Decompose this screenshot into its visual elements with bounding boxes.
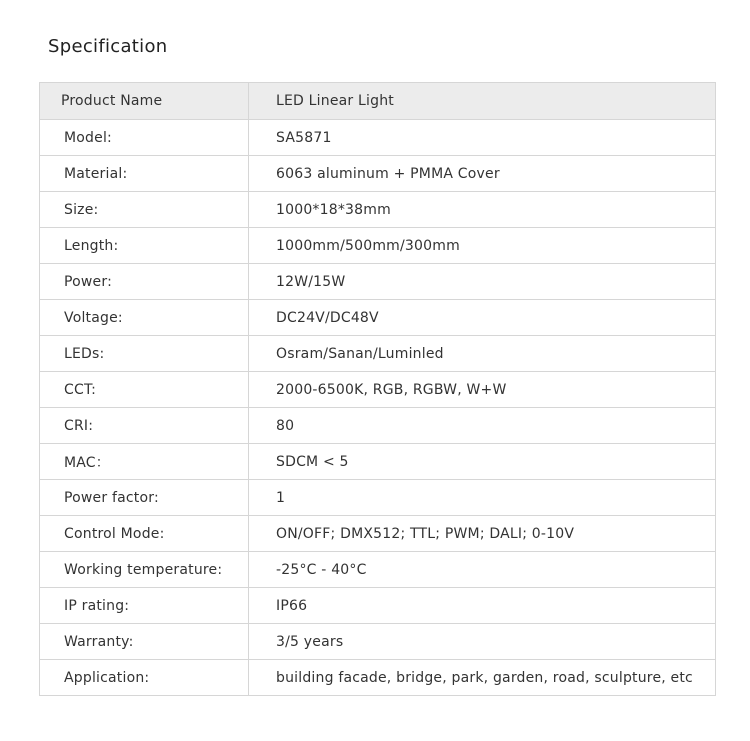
row-value: 1 [249,480,716,516]
table-row [40,624,716,660]
row-value: IP66 [249,588,716,624]
row-value: 1000*18*38mm [249,192,716,228]
row-label: Power factor: [40,480,249,516]
row-value: building facade, bridge, park, garden, road, sculpture, etc [249,660,716,696]
row-value: 12W/15W [249,264,716,300]
table-row [40,516,716,552]
row-value: 2000-6500K, RGB, RGBW, W+W [249,372,716,408]
table-row [40,336,716,372]
row-value: 3/5 years [249,624,716,660]
row-value: 6063 aluminum + PMMA Cover [249,156,716,192]
row-label: Model: [40,120,249,156]
table-row [40,588,716,624]
table-row [40,264,716,300]
row-value: -25°C - 40°C [249,552,716,588]
row-label: CRI: [40,408,249,444]
row-value: 80 [249,408,716,444]
table-row [40,660,716,696]
row-label: Material: [40,156,249,192]
row-label: MAC： [40,444,249,480]
table-row [40,192,716,228]
row-label: Application: [40,660,249,696]
table-row [40,228,716,264]
table-row [40,300,716,336]
row-label: Size: [40,192,249,228]
row-value: SDCM < 5 [249,444,716,480]
row-label: IP rating: [40,588,249,624]
header-value: LED Linear Light [249,83,716,120]
row-label: Working temperature: [40,552,249,588]
table-row [40,444,716,480]
row-label: Length: [40,228,249,264]
row-value: 1000mm/500mm/300mm [249,228,716,264]
spec-table [39,82,716,696]
table-row [40,480,716,516]
table-row [40,408,716,444]
table-row [40,372,716,408]
header-label: Product Name [40,83,249,120]
spec-table-body [40,83,716,696]
page-title: Specification [48,36,168,57]
row-label: Voltage: [40,300,249,336]
table-row [40,552,716,588]
row-value: Osram/Sanan/Luminled [249,336,716,372]
table-row [40,120,716,156]
row-label: Warranty: [40,624,249,660]
table-row [40,156,716,192]
row-value: ON/OFF; DMX512; TTL; PWM; DALI; 0-10V [249,516,716,552]
row-value: DC24V/DC48V [249,300,716,336]
row-value: SA5871 [249,120,716,156]
row-label: Control Mode: [40,516,249,552]
table-header-row [40,83,716,120]
row-label: LEDs: [40,336,249,372]
row-label: CCT: [40,372,249,408]
row-label: Power: [40,264,249,300]
